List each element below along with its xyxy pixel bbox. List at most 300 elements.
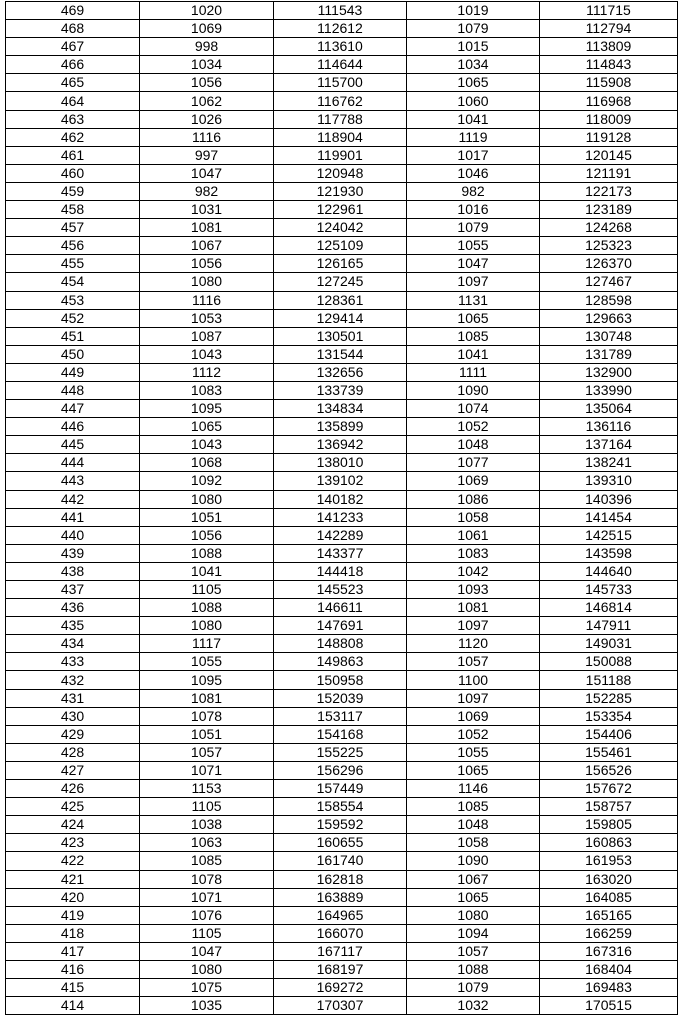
count-b-cell: 1065 <box>407 888 540 906</box>
cumulative-b-cell: 153354 <box>540 707 678 725</box>
count-a-cell: 1092 <box>140 472 274 490</box>
cumulative-b-cell: 155461 <box>540 743 678 761</box>
table-row <box>6 201 678 219</box>
cumulative-a-cell: 143377 <box>274 544 407 562</box>
cumulative-b-cell: 158757 <box>540 798 678 816</box>
count-b-cell: 1079 <box>407 20 540 38</box>
count-b-cell: 1060 <box>407 92 540 110</box>
count-b-cell: 1047 <box>407 255 540 273</box>
cumulative-b-cell: 114843 <box>540 56 678 74</box>
cumulative-a-cell: 147691 <box>274 617 407 635</box>
cumulative-b-cell: 138241 <box>540 454 678 472</box>
count-b-cell: 1069 <box>407 472 540 490</box>
cumulative-a-cell: 124042 <box>274 219 407 237</box>
table-row <box>6 436 678 454</box>
table-row <box>6 74 678 92</box>
cumulative-a-cell: 116762 <box>274 92 407 110</box>
cumulative-b-cell: 164085 <box>540 888 678 906</box>
table-row <box>6 942 678 960</box>
score-cell: 422 <box>6 852 140 870</box>
score-cell: 468 <box>6 20 140 38</box>
cumulative-a-cell: 141233 <box>274 508 407 526</box>
score-cell: 426 <box>6 780 140 798</box>
count-a-cell: 1080 <box>140 617 274 635</box>
score-cell: 465 <box>6 74 140 92</box>
table-row <box>6 635 678 653</box>
count-a-cell: 1020 <box>140 2 274 20</box>
count-a-cell: 1038 <box>140 816 274 834</box>
cumulative-b-cell: 126370 <box>540 255 678 273</box>
table-row <box>6 508 678 526</box>
table-row <box>6 816 678 834</box>
count-a-cell: 1069 <box>140 20 274 38</box>
score-cell: 448 <box>6 381 140 399</box>
count-b-cell: 1042 <box>407 562 540 580</box>
score-cell: 439 <box>6 544 140 562</box>
cumulative-a-cell: 159592 <box>274 816 407 834</box>
table-row <box>6 363 678 381</box>
count-a-cell: 1051 <box>140 508 274 526</box>
cumulative-b-cell: 156526 <box>540 761 678 779</box>
score-cell: 455 <box>6 255 140 273</box>
score-cell: 459 <box>6 182 140 200</box>
score-cell: 441 <box>6 508 140 526</box>
table-row <box>6 454 678 472</box>
table-row <box>6 581 678 599</box>
score-cell: 429 <box>6 725 140 743</box>
count-b-cell: 1061 <box>407 526 540 544</box>
cumulative-b-cell: 116968 <box>540 92 678 110</box>
score-cell: 443 <box>6 472 140 490</box>
score-cell: 440 <box>6 526 140 544</box>
cumulative-b-cell: 121191 <box>540 164 678 182</box>
cumulative-a-cell: 150958 <box>274 671 407 689</box>
count-a-cell: 1053 <box>140 309 274 327</box>
count-b-cell: 1083 <box>407 544 540 562</box>
table-row <box>6 617 678 635</box>
score-cell: 432 <box>6 671 140 689</box>
count-b-cell: 1058 <box>407 508 540 526</box>
cumulative-b-cell: 112794 <box>540 20 678 38</box>
cumulative-a-cell: 121930 <box>274 182 407 200</box>
count-a-cell: 1034 <box>140 56 274 74</box>
cumulative-a-cell: 114644 <box>274 56 407 74</box>
count-a-cell: 1055 <box>140 653 274 671</box>
table-row <box>6 309 678 327</box>
cumulative-a-cell: 161740 <box>274 852 407 870</box>
cumulative-b-cell: 139310 <box>540 472 678 490</box>
cumulative-a-cell: 125109 <box>274 237 407 255</box>
count-a-cell: 1105 <box>140 581 274 599</box>
table-row <box>6 237 678 255</box>
cumulative-b-cell: 132900 <box>540 363 678 381</box>
cumulative-b-cell: 118009 <box>540 110 678 128</box>
score-cell: 445 <box>6 436 140 454</box>
cumulative-b-cell: 145733 <box>540 581 678 599</box>
table-row <box>6 526 678 544</box>
count-b-cell: 1079 <box>407 219 540 237</box>
cumulative-b-cell: 137164 <box>540 436 678 454</box>
count-b-cell: 1111 <box>407 363 540 381</box>
count-a-cell: 1080 <box>140 960 274 978</box>
score-cell: 446 <box>6 418 140 436</box>
score-distribution-table <box>5 1 678 1015</box>
table-row <box>6 743 678 761</box>
count-b-cell: 1046 <box>407 164 540 182</box>
count-a-cell: 1081 <box>140 689 274 707</box>
table-row <box>6 291 678 309</box>
cumulative-a-cell: 134834 <box>274 400 407 418</box>
table-body <box>6 2 678 1015</box>
score-cell: 419 <box>6 906 140 924</box>
count-a-cell: 1080 <box>140 490 274 508</box>
count-b-cell: 1079 <box>407 979 540 997</box>
cumulative-a-cell: 156296 <box>274 761 407 779</box>
score-cell: 451 <box>6 327 140 345</box>
cumulative-a-cell: 130501 <box>274 327 407 345</box>
count-b-cell: 1057 <box>407 942 540 960</box>
count-a-cell: 1071 <box>140 888 274 906</box>
score-cell: 416 <box>6 960 140 978</box>
table-row <box>6 960 678 978</box>
count-a-cell: 1088 <box>140 599 274 617</box>
count-b-cell: 1086 <box>407 490 540 508</box>
count-a-cell: 1087 <box>140 327 274 345</box>
cumulative-b-cell: 161953 <box>540 852 678 870</box>
count-b-cell: 1097 <box>407 617 540 635</box>
table-row <box>6 924 678 942</box>
table-row <box>6 870 678 888</box>
score-cell: 454 <box>6 273 140 291</box>
score-cell: 469 <box>6 2 140 20</box>
cumulative-a-cell: 118904 <box>274 128 407 146</box>
table-row <box>6 327 678 345</box>
count-b-cell: 1120 <box>407 635 540 653</box>
count-a-cell: 1056 <box>140 526 274 544</box>
cumulative-a-cell: 136942 <box>274 436 407 454</box>
cumulative-a-cell: 131544 <box>274 345 407 363</box>
count-b-cell: 1055 <box>407 237 540 255</box>
count-b-cell: 1131 <box>407 291 540 309</box>
count-b-cell: 1052 <box>407 418 540 436</box>
cumulative-b-cell: 165165 <box>540 906 678 924</box>
score-cell: 415 <box>6 979 140 997</box>
count-b-cell: 1019 <box>407 2 540 20</box>
cumulative-b-cell: 141454 <box>540 508 678 526</box>
score-cell: 457 <box>6 219 140 237</box>
cumulative-a-cell: 135899 <box>274 418 407 436</box>
cumulative-a-cell: 153117 <box>274 707 407 725</box>
count-a-cell: 1153 <box>140 780 274 798</box>
cumulative-b-cell: 129663 <box>540 309 678 327</box>
table-row <box>6 599 678 617</box>
count-b-cell: 1097 <box>407 689 540 707</box>
score-cell: 453 <box>6 291 140 309</box>
count-a-cell: 1085 <box>140 852 274 870</box>
count-a-cell: 1041 <box>140 562 274 580</box>
cumulative-b-cell: 159805 <box>540 816 678 834</box>
cumulative-b-cell: 157672 <box>540 780 678 798</box>
cumulative-a-cell: 168197 <box>274 960 407 978</box>
score-cell: 461 <box>6 146 140 164</box>
table-row <box>6 164 678 182</box>
cumulative-a-cell: 119901 <box>274 146 407 164</box>
table-row <box>6 997 678 1015</box>
score-cell: 460 <box>6 164 140 182</box>
cumulative-a-cell: 126165 <box>274 255 407 273</box>
cumulative-a-cell: 132656 <box>274 363 407 381</box>
cumulative-b-cell: 111715 <box>540 2 678 20</box>
count-a-cell: 1095 <box>140 400 274 418</box>
score-cell: 433 <box>6 653 140 671</box>
table-row <box>6 255 678 273</box>
cumulative-b-cell: 152285 <box>540 689 678 707</box>
count-a-cell: 1068 <box>140 454 274 472</box>
count-a-cell: 1035 <box>140 997 274 1015</box>
cumulative-a-cell: 160655 <box>274 834 407 852</box>
cumulative-b-cell: 154406 <box>540 725 678 743</box>
count-b-cell: 1088 <box>407 960 540 978</box>
count-b-cell: 1057 <box>407 653 540 671</box>
count-a-cell: 1116 <box>140 128 274 146</box>
cumulative-b-cell: 144640 <box>540 562 678 580</box>
count-a-cell: 1078 <box>140 870 274 888</box>
cumulative-a-cell: 155225 <box>274 743 407 761</box>
count-a-cell: 1105 <box>140 924 274 942</box>
table-row <box>6 381 678 399</box>
score-cell: 430 <box>6 707 140 725</box>
cumulative-b-cell: 147911 <box>540 617 678 635</box>
cumulative-b-cell: 136116 <box>540 418 678 436</box>
count-a-cell: 1078 <box>140 707 274 725</box>
cumulative-b-cell: 133990 <box>540 381 678 399</box>
count-b-cell: 1085 <box>407 327 540 345</box>
score-cell: 456 <box>6 237 140 255</box>
cumulative-b-cell: 168404 <box>540 960 678 978</box>
count-b-cell: 1065 <box>407 74 540 92</box>
cumulative-a-cell: 144418 <box>274 562 407 580</box>
cumulative-a-cell: 145523 <box>274 581 407 599</box>
table-row <box>6 219 678 237</box>
count-b-cell: 1100 <box>407 671 540 689</box>
cumulative-b-cell: 143598 <box>540 544 678 562</box>
score-cell: 463 <box>6 110 140 128</box>
cumulative-a-cell: 128361 <box>274 291 407 309</box>
count-b-cell: 1069 <box>407 707 540 725</box>
count-b-cell: 1034 <box>407 56 540 74</box>
count-a-cell: 1065 <box>140 418 274 436</box>
cumulative-a-cell: 164965 <box>274 906 407 924</box>
cumulative-a-cell: 139102 <box>274 472 407 490</box>
count-a-cell: 1081 <box>140 219 274 237</box>
table-row <box>6 146 678 164</box>
count-b-cell: 1065 <box>407 309 540 327</box>
cumulative-a-cell: 129414 <box>274 309 407 327</box>
score-cell: 438 <box>6 562 140 580</box>
count-b-cell: 1055 <box>407 743 540 761</box>
table-row <box>6 472 678 490</box>
cumulative-b-cell: 131789 <box>540 345 678 363</box>
cumulative-a-cell: 117788 <box>274 110 407 128</box>
score-cell: 427 <box>6 761 140 779</box>
score-cell: 417 <box>6 942 140 960</box>
count-a-cell: 1083 <box>140 381 274 399</box>
count-b-cell: 1052 <box>407 725 540 743</box>
cumulative-b-cell: 113809 <box>540 38 678 56</box>
count-b-cell: 1119 <box>407 128 540 146</box>
cumulative-a-cell: 122961 <box>274 201 407 219</box>
count-a-cell: 1067 <box>140 237 274 255</box>
count-b-cell: 1090 <box>407 381 540 399</box>
score-cell: 435 <box>6 617 140 635</box>
cumulative-b-cell: 115908 <box>540 74 678 92</box>
count-a-cell: 1075 <box>140 979 274 997</box>
cumulative-b-cell: 128598 <box>540 291 678 309</box>
count-b-cell: 1146 <box>407 780 540 798</box>
cumulative-a-cell: 146611 <box>274 599 407 617</box>
count-b-cell: 1067 <box>407 870 540 888</box>
count-a-cell: 1112 <box>140 363 274 381</box>
cumulative-a-cell: 158554 <box>274 798 407 816</box>
score-cell: 418 <box>6 924 140 942</box>
count-b-cell: 1085 <box>407 798 540 816</box>
cumulative-a-cell: 138010 <box>274 454 407 472</box>
cumulative-b-cell: 167316 <box>540 942 678 960</box>
cumulative-a-cell: 111543 <box>274 2 407 20</box>
score-cell: 437 <box>6 581 140 599</box>
score-cell: 449 <box>6 363 140 381</box>
score-cell: 450 <box>6 345 140 363</box>
cumulative-b-cell: 146814 <box>540 599 678 617</box>
cumulative-a-cell: 169272 <box>274 979 407 997</box>
count-a-cell: 1062 <box>140 92 274 110</box>
table-row <box>6 979 678 997</box>
table-row <box>6 562 678 580</box>
cumulative-b-cell: 127467 <box>540 273 678 291</box>
count-a-cell: 997 <box>140 146 274 164</box>
cumulative-b-cell: 130748 <box>540 327 678 345</box>
table-row <box>6 653 678 671</box>
table-row <box>6 852 678 870</box>
count-a-cell: 1043 <box>140 345 274 363</box>
table-row <box>6 544 678 562</box>
cumulative-b-cell: 160863 <box>540 834 678 852</box>
cumulative-b-cell: 120145 <box>540 146 678 164</box>
table-row <box>6 888 678 906</box>
count-a-cell: 1057 <box>140 743 274 761</box>
count-b-cell: 1093 <box>407 581 540 599</box>
count-a-cell: 1056 <box>140 74 274 92</box>
count-a-cell: 982 <box>140 182 274 200</box>
count-a-cell: 1071 <box>140 761 274 779</box>
table-row <box>6 2 678 20</box>
table-row <box>6 707 678 725</box>
table-row <box>6 345 678 363</box>
table-row <box>6 834 678 852</box>
count-a-cell: 1026 <box>140 110 274 128</box>
count-b-cell: 1077 <box>407 454 540 472</box>
score-cell: 425 <box>6 798 140 816</box>
count-b-cell: 1016 <box>407 201 540 219</box>
score-cell: 458 <box>6 201 140 219</box>
score-cell: 420 <box>6 888 140 906</box>
cumulative-b-cell: 124268 <box>540 219 678 237</box>
table-row <box>6 38 678 56</box>
cumulative-a-cell: 157449 <box>274 780 407 798</box>
score-cell: 423 <box>6 834 140 852</box>
cumulative-b-cell: 125323 <box>540 237 678 255</box>
count-a-cell: 1105 <box>140 798 274 816</box>
cumulative-a-cell: 127245 <box>274 273 407 291</box>
count-a-cell: 1095 <box>140 671 274 689</box>
count-a-cell: 1080 <box>140 273 274 291</box>
count-b-cell: 1041 <box>407 110 540 128</box>
count-b-cell: 1094 <box>407 924 540 942</box>
cumulative-b-cell: 135064 <box>540 400 678 418</box>
score-cell: 421 <box>6 870 140 888</box>
score-cell: 414 <box>6 997 140 1015</box>
count-b-cell: 1081 <box>407 599 540 617</box>
score-cell: 424 <box>6 816 140 834</box>
score-cell: 436 <box>6 599 140 617</box>
count-a-cell: 1116 <box>140 291 274 309</box>
score-cell: 467 <box>6 38 140 56</box>
cumulative-a-cell: 163889 <box>274 888 407 906</box>
cumulative-a-cell: 170307 <box>274 997 407 1015</box>
cumulative-a-cell: 152039 <box>274 689 407 707</box>
score-cell: 442 <box>6 490 140 508</box>
cumulative-b-cell: 166259 <box>540 924 678 942</box>
table-row <box>6 490 678 508</box>
table-row <box>6 906 678 924</box>
table-row <box>6 128 678 146</box>
count-b-cell: 1048 <box>407 436 540 454</box>
cumulative-a-cell: 140182 <box>274 490 407 508</box>
count-a-cell: 1031 <box>140 201 274 219</box>
table-row <box>6 725 678 743</box>
cumulative-b-cell: 140396 <box>540 490 678 508</box>
count-a-cell: 1047 <box>140 942 274 960</box>
cumulative-b-cell: 150088 <box>540 653 678 671</box>
table-row <box>6 20 678 38</box>
cumulative-b-cell: 122173 <box>540 182 678 200</box>
cumulative-b-cell: 123189 <box>540 201 678 219</box>
table-row <box>6 689 678 707</box>
count-b-cell: 982 <box>407 182 540 200</box>
cumulative-a-cell: 167117 <box>274 942 407 960</box>
count-b-cell: 1048 <box>407 816 540 834</box>
cumulative-a-cell: 148808 <box>274 635 407 653</box>
cumulative-b-cell: 170515 <box>540 997 678 1015</box>
cumulative-a-cell: 149863 <box>274 653 407 671</box>
cumulative-b-cell: 163020 <box>540 870 678 888</box>
cumulative-a-cell: 154168 <box>274 725 407 743</box>
table-row <box>6 761 678 779</box>
table-row <box>6 56 678 74</box>
table-row <box>6 780 678 798</box>
count-a-cell: 1088 <box>140 544 274 562</box>
cumulative-a-cell: 166070 <box>274 924 407 942</box>
score-cell: 462 <box>6 128 140 146</box>
count-a-cell: 1063 <box>140 834 274 852</box>
cumulative-a-cell: 133739 <box>274 381 407 399</box>
count-a-cell: 998 <box>140 38 274 56</box>
table-row <box>6 110 678 128</box>
count-b-cell: 1017 <box>407 146 540 164</box>
count-a-cell: 1043 <box>140 436 274 454</box>
score-cell: 434 <box>6 635 140 653</box>
table-row <box>6 671 678 689</box>
